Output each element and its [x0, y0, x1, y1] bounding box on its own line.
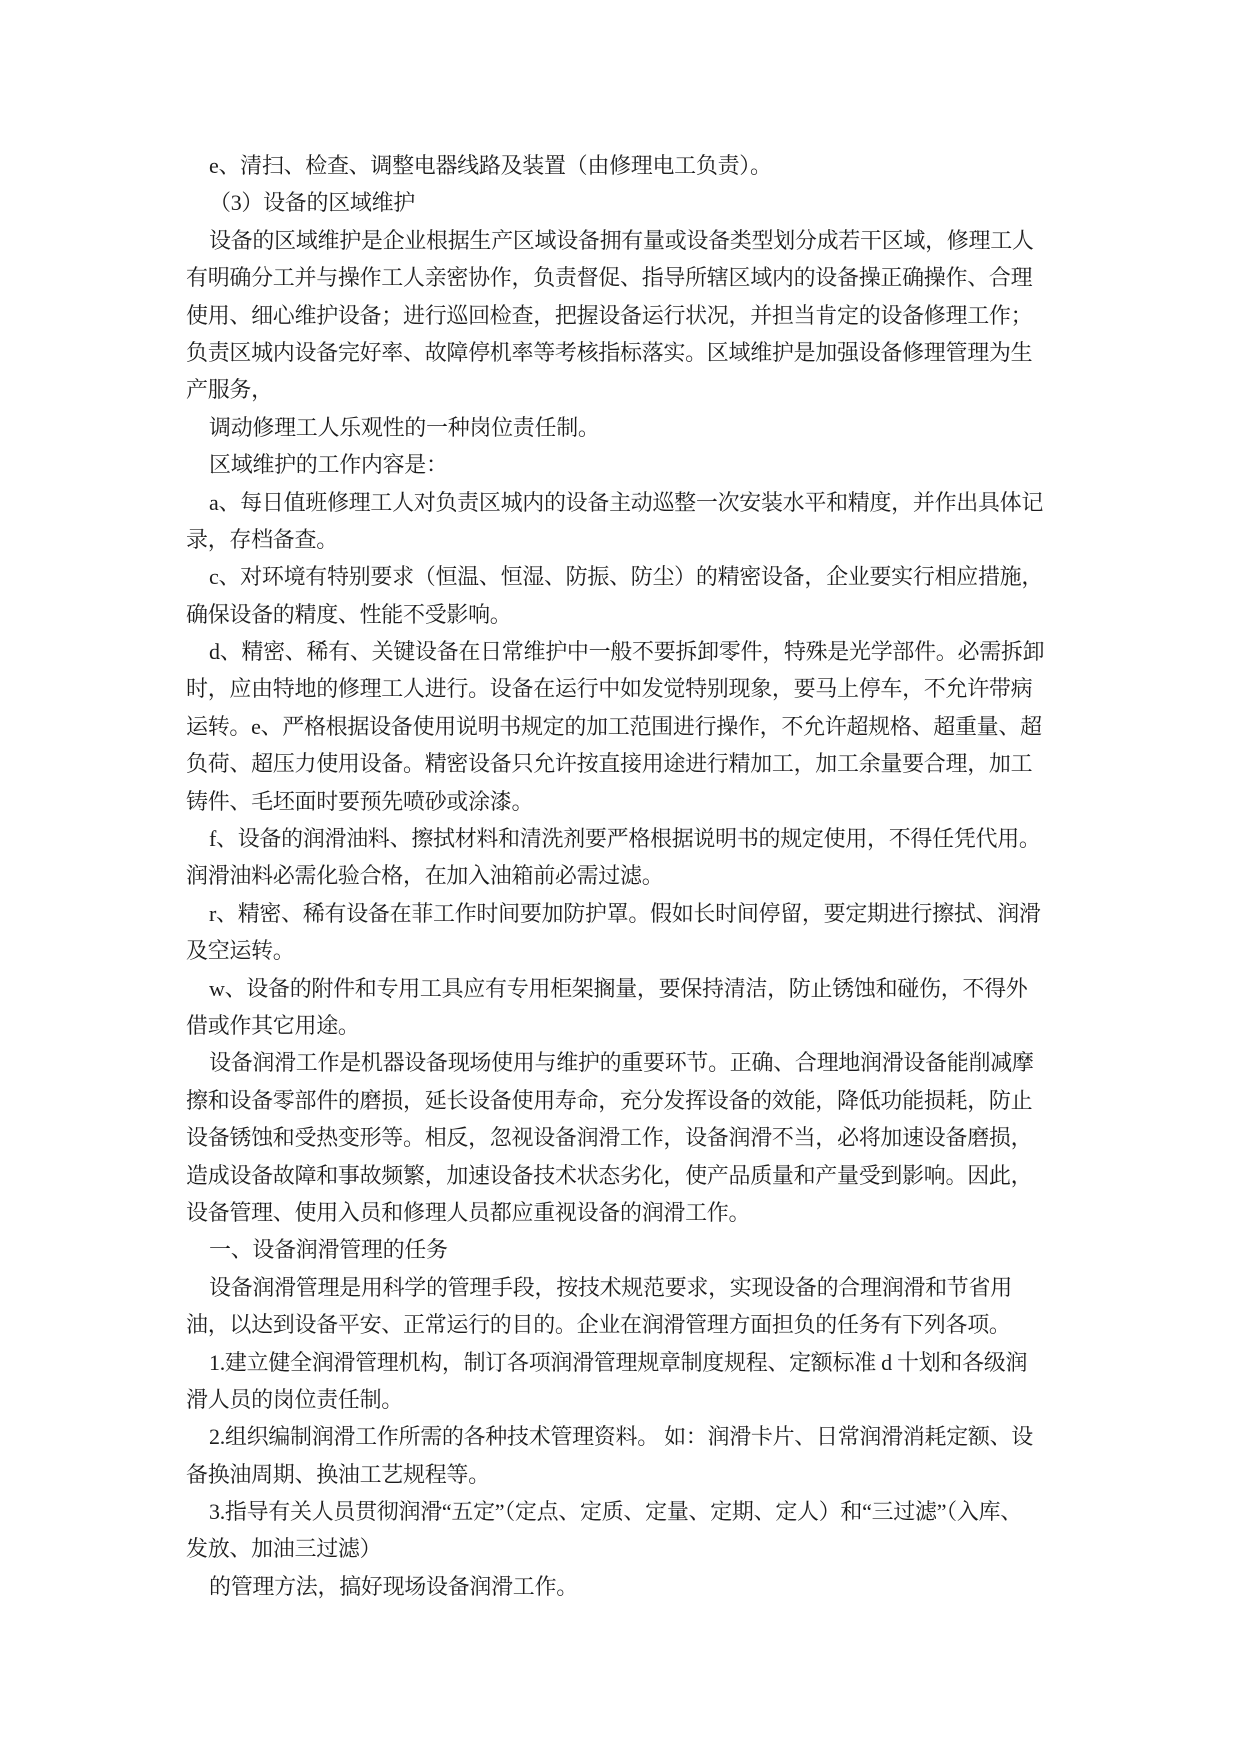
text-line: 滑人员的岗位责任制。 [186, 1386, 404, 1412]
text-line: 时，应由特地的修理工人进行。设备在运行中如发觉特别现象，要马上停车，不允许带病 [186, 676, 1033, 702]
text-line: f、设备的润滑油料、擦拭材料和清洗剂要严格根据说明书的规定使用，不得任凭代用。 [209, 826, 1041, 852]
text-line: 设备的区域维护是企业根据生产区域设备拥有量或设备类型划分成若干区域，修理工人 [209, 227, 1034, 253]
text-line: 擦和设备零部件的磨损，延长设备使用寿命，充分发挥设备的效能，降低功能损耗，防止 [186, 1087, 1033, 1113]
text-line: 产服务， [186, 377, 273, 403]
text-line: 及空运转。 [186, 938, 295, 964]
text-line: 一、设备润滑管理的任务 [209, 1237, 448, 1263]
text-line: 有明确分工并与操作工人亲密协作，负责督促、指导所辖区域内的设备操正确操作、合理 [186, 265, 1033, 291]
text-line: 铸件、毛坯面时要预先喷砂或涂漆。 [186, 788, 534, 814]
text-line: （3）设备的区域维护 [209, 190, 416, 216]
text-line: r、精密、稀有设备在菲工作时间要加防护罩。假如长时间停留，要定期进行擦拭、润滑 [209, 900, 1041, 926]
text-line: 设备管理、使用入员和修理人员都应重视设备的润滑工作。 [186, 1199, 751, 1225]
text-line: 设备润滑工作是机器设备现场使用与维护的重要环节。正确、合理地润滑设备能削减摩 [209, 1050, 1034, 1076]
text-line: 确保设备的精度、性能不受影响。 [186, 601, 512, 627]
text-line: 造成设备故障和事故频繁，加速设备技术状态劣化，使产品质量和产量受到影响。因此， [186, 1162, 1033, 1188]
text-line: 润滑油料必需化验合格，在加入油箱前必需过滤。 [186, 863, 664, 889]
text-line: d、精密、稀有、关键设备在日常维护中一般不要拆卸零件，特殊是光学部件。必需拆卸 [209, 639, 1045, 665]
text-line: e、清扫、检查、调整电器线路及装置（由修理电工负责）。 [209, 153, 772, 178]
text-line: 运转。e、严格根据设备使用说明书规定的加工范围进行操作，不允许超规格、超重量、超 [186, 713, 1042, 739]
text-line: 2.组织编制润滑工作所需的各种技术管理资料。 如：润滑卡片、日常润滑消耗定额、设 [209, 1424, 1034, 1450]
text-line: 使用、细心维护设备；进行巡回检查，把握设备运行状况，并担当肯定的设备修理工作； [186, 302, 1033, 328]
text-line: w、设备的附件和专用工具应有专用柜架搁量，要保持清洁，防止锈蚀和碰伤，不得外 [209, 975, 1028, 1001]
text-line: c、对环境有特别要求（恒温、恒湿、防振、防尘）的精密设备，企业要实行相应措施， [209, 564, 1044, 590]
text-line: 借或作其它用途。 [186, 1012, 360, 1038]
text-line: 设备锈蚀和受热变形等。相反，忽视设备润滑工作，设备润滑不当，必将加速设备磨损， [186, 1125, 1033, 1151]
document-text [186, 147, 1066, 1605]
text-line: 3.指导有关人员贯彻润滑“五定”（定点、定质、定量、定期、定人）和“三过滤”（入库、 [209, 1499, 1022, 1525]
text-line: a、每日值班修理工人对负责区城内的设备主动巡整一次安装水平和精度，并作出具体记 [209, 489, 1044, 515]
text-line: 录，存档备查。 [186, 526, 338, 552]
text-line: 发放、加油三过滤） [186, 1536, 382, 1562]
text-line: 油，以达到设备平安、正常运行的目的。企业在润滑管理方面担负的任务有下列各项。 [186, 1312, 1011, 1338]
text-line: 区域维护的工作内容是： [209, 452, 448, 478]
text-line: 1.建立健全润滑管理机构，制订各项润滑管理规章制度规程、定额标准 d 十划和各级润 [209, 1349, 1028, 1375]
text-line: 备换油周期、换油工艺规程等。 [186, 1461, 490, 1487]
text-line: 负责区城内设备完好率、故障停机率等考核指标落实。区域维护是加强设备修理管理为生 [186, 339, 1033, 365]
text-line: 调动修理工人乐观性的一种岗位责任制。 [209, 414, 600, 440]
text-line: 设备润滑管理是用科学的管理手段，按技术规范要求，实现设备的合理润滑和节省用 [209, 1274, 1012, 1300]
text-line: 负荷、超压力使用设备。精密设备只允许按直接用途进行精加工，加工余量要合理，加工 [186, 751, 1033, 777]
text-line: 的管理方法，搞好现场设备润滑工作。 [209, 1573, 578, 1599]
